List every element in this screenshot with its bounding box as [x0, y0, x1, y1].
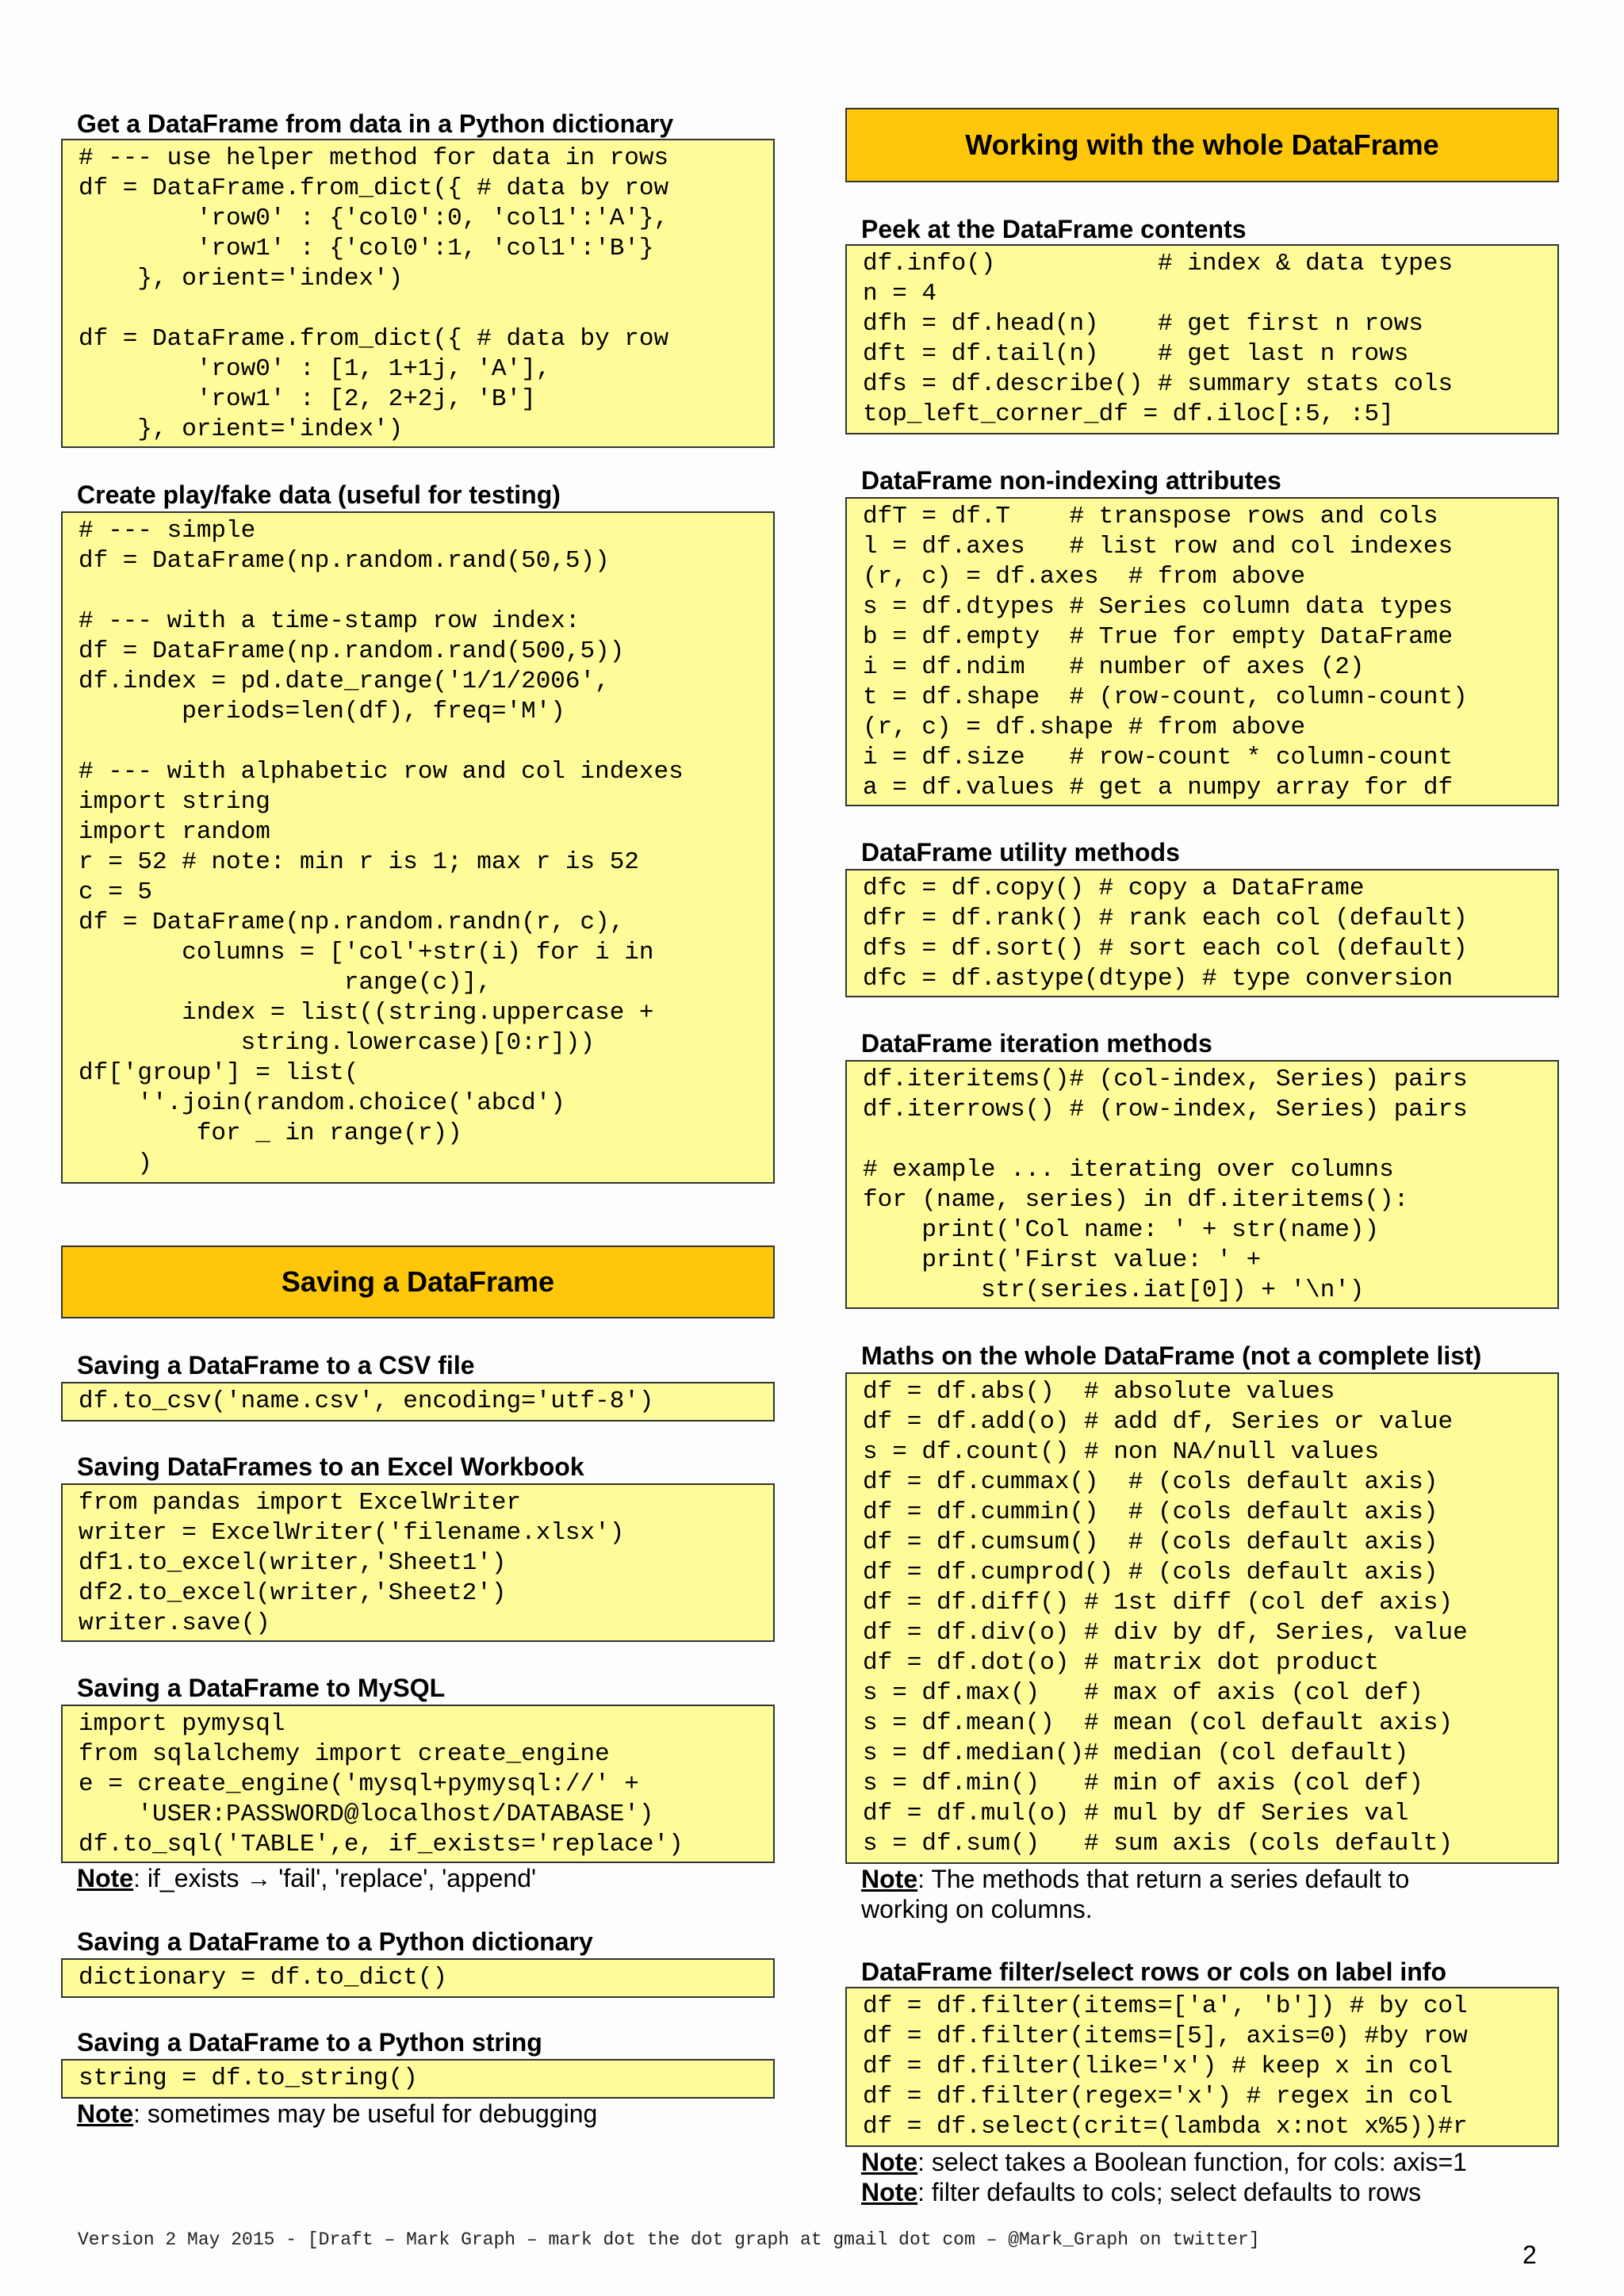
saving-dataframe-banner: Saving a DataFrame	[61, 1246, 775, 1318]
code-block: dfc = df.copy() # copy a DataFrame dfr = df.rank() # rank each col (default) dfs = df.sort() # sort each col (default) dfc = df.astype(dtype) # type conversion	[863, 874, 1468, 993]
note-label: Note	[861, 1865, 918, 1893]
section-title: Peek at the DataFrame contents	[861, 215, 1247, 243]
code-block: string = df.to_string()	[79, 2064, 418, 2092]
code-box	[845, 1987, 1559, 2147]
note-text: : select takes a Boolean function, for cols: axis=1	[917, 2148, 1467, 2176]
section-title: Get a DataFrame from data in a Python dictionary	[77, 109, 674, 138]
code-block: df.info() # index & data types n = 4 dfh = df.head(n) # get first n rows dft = df.tail(n) # get last n rows dfs = df.describe() # summary stats cols top_left_corner_df = df.iloc[:5, :5]	[863, 250, 1454, 428]
section-title: Create play/fake data (useful for testing)	[77, 480, 561, 509]
code-box	[61, 511, 775, 1184]
code-box	[845, 244, 1559, 434]
note	[77, 2099, 775, 2129]
note-text: : if_exists → 'fail', 'replace', 'append'	[133, 1864, 537, 1892]
code-block: dictionary = df.to_dict()	[79, 1964, 448, 1992]
section-title: Saving a DataFrame to MySQL	[77, 1674, 446, 1702]
section-title: DataFrame filter/select rows or cols on label info	[861, 1957, 1446, 1986]
section-title: Saving DataFrames to an Excel Workbook	[77, 1452, 584, 1481]
note-text: : filter defaults to cols; select defaults to rows	[917, 2178, 1422, 2206]
code-block: import pymysql from sqlalchemy import create_engine e = create_engine('mysql+pymysql://' + 'USER:PASSWORD@localhost/DATABASE') df.to_sql('TABLE',e, if_exists='replace')	[79, 1710, 684, 1858]
note-label: Note	[861, 2148, 918, 2176]
note	[861, 1864, 1559, 1924]
whole-dataframe-banner: Working with the whole DataFrame	[845, 108, 1559, 182]
page-number: 2	[1522, 2241, 1537, 2269]
note-text: : The methods that return a series default to working on columns.	[861, 1865, 1410, 1923]
code-box	[845, 869, 1559, 997]
section-title: Maths on the whole DataFrame (not a complete list)	[861, 1341, 1482, 1370]
note-filter	[861, 2177, 1559, 2207]
code-block: # --- simple df = DataFrame(np.random.rand(50,5)) # --- with a time-stamp row index: df = DataFrame(np.random.rand(500,5)) df.index = pd.date_range('1/1/2006', periods=len(df), freq='M') # --- with alphabetic row and col indexes import string import random r = 52 # note: min r is 1; max r is 52 c = 5 df = DataFrame(np.random.randn(r, c), columns = ['col'+str(i) for i in range(c)], index = list((string.uppercase + string.lowercase)[0:r])) df['group'] = list( ''.join(random.choice('abcd') for _ in range(r)) )	[79, 517, 684, 1177]
section-title: Saving a DataFrame to a Python dictionary	[77, 1927, 593, 1956]
note-label: Note	[861, 2178, 918, 2206]
note-label: Note	[77, 1864, 134, 1892]
code-block: df.iteritems()# (col-index, Series) pairs df.iterrows() # (row-index, Series) pairs # example ... iterating over columns for (name, series) in df.iteritems(): print('Col name: ' + str(name)) print('First value: ' + str(series.iat[0]) + '\n')	[863, 1066, 1468, 1304]
section-title: DataFrame non-indexing attributes	[861, 466, 1281, 495]
note	[77, 1863, 775, 1893]
section-title: Saving a DataFrame to a CSV file	[77, 1351, 475, 1380]
code-box	[845, 1372, 1559, 1864]
code-box	[61, 2059, 775, 2099]
section-title: DataFrame iteration methods	[861, 1029, 1212, 1058]
code-box	[61, 139, 775, 448]
code-block: df.to_csv('name.csv', encoding='utf-8')	[79, 1387, 654, 1415]
code-box	[61, 1382, 775, 1422]
code-box	[845, 1060, 1559, 1309]
note-label: Note	[77, 2099, 134, 2128]
note-select	[861, 2147, 1559, 2177]
footer-version: Version 2 May 2015 - [Draft – Mark Graph – mark dot the dot graph at gmail dot com – @Mark_Graph on twitter]	[78, 2229, 1260, 2250]
code-block: # --- use helper method for data in rows df = DataFrame.from_dict({ # data by row 'row0' : {'col0':0, 'col1':'A'}, 'row1' : {'col0':1, 'col1':'B'} }, orient='index') df = DataFrame.from_dict({ # data by row 'row0' : [1, 1+1j, 'A'], 'row1' : [2, 2+2j, 'B'] }, orient='index')	[79, 144, 669, 443]
code-box	[845, 497, 1559, 806]
code-block: df = df.filter(items=['a', 'b']) # by col df = df.filter(items=[5], axis=0) #by row df = df.filter(like='x') # keep x in col df = df.filter(regex='x') # regex in col df = df.select(crit=(lambda x:not x%5))#r	[863, 1992, 1468, 2141]
code-block: dfT = df.T # transpose rows and cols l = df.axes # list row and col indexes (r, c) = df.axes # from above s = df.dtypes # Series column data types b = df.empty # True for empty DataFrame i = df.ndim # number of axes (2) t = df.shape # (row-count, column-count) (r, c) = df.shape # from above i = df.size # row-count * column-count a = df.values # get a numpy array for df	[863, 503, 1468, 802]
section-title: Saving a DataFrame to a Python string	[77, 2028, 542, 2057]
note-text: : sometimes may be useful for debugging	[133, 2099, 598, 2128]
code-box	[61, 1958, 775, 1998]
code-block: df = df.abs() # absolute values df = df.add(o) # add df, Series or value s = df.count() # non NA/null values df = df.cummax() # (cols default axis) df = df.cummin() # (cols default axis) df = df.cumsum() # (cols default axis) df = df.cumprod() # (cols default axis) df = df.diff() # 1st diff (col def axis) df = df.div(o) # div by df, Series, value df = df.dot(o) # matrix dot product s = df.max() # max of axis (col def) s = df.mean() # mean (col default axis) s = df.median()# median (col default) s = df.min() # min of axis (col def) df = df.mul(o) # mul by df Series val s = df.sum() # sum axis (cols default)	[863, 1378, 1468, 1858]
code-box	[61, 1483, 775, 1642]
section-title: DataFrame utility methods	[861, 838, 1180, 867]
code-block: from pandas import ExcelWriter writer = ExcelWriter('filename.xlsx') df1.to_excel(writer,'Sheet1') df2.to_excel(writer,'Sheet2') writer.save()	[79, 1489, 625, 1637]
code-box	[61, 1705, 775, 1863]
